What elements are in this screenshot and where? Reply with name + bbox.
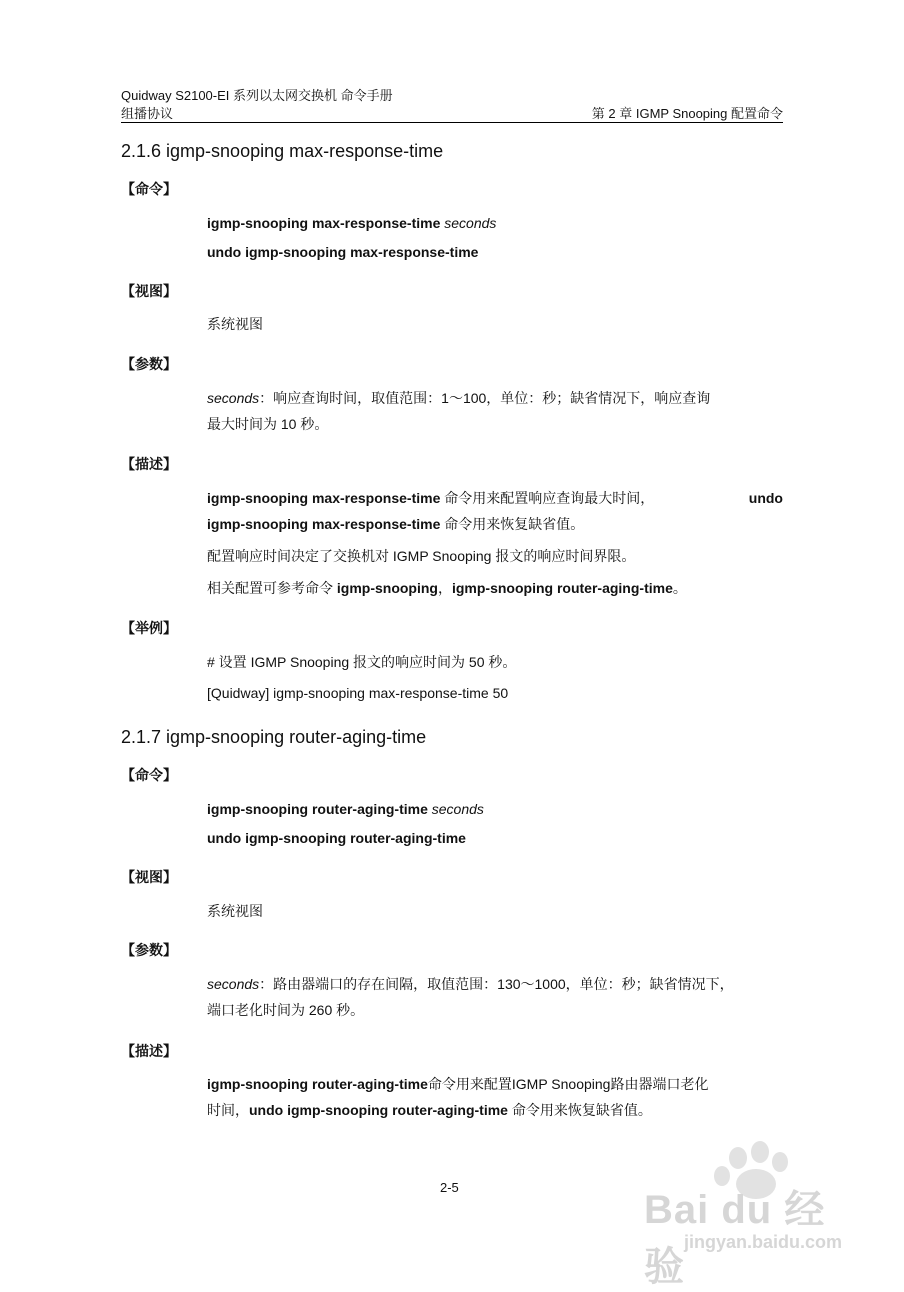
- command-syntax: igmp-snooping router-aging-time seconds: [207, 801, 484, 817]
- desc-line-3: 配置响应时间决定了交换机对 IGMP Snooping 报文的响应时间界限。: [207, 548, 636, 564]
- command-syntax: igmp-snooping max-response-time seconds: [207, 215, 497, 231]
- desc-line-2: 时间，undo igmp-snooping router-aging-time 命令用来恢复缺省值。: [207, 1102, 652, 1118]
- watermark-url: jingyan.baidu.com: [684, 1232, 843, 1252]
- param-line-2: 端口老化时间为 260 秒。: [207, 1002, 365, 1018]
- page-number: 2-5: [440, 1180, 459, 1195]
- section-title-2-1-7: 2.1.7 igmp-snooping router-aging-time: [121, 727, 427, 747]
- label-view: 【视图】: [121, 869, 177, 885]
- label-command: 【命令】: [121, 181, 177, 197]
- example-comment: # 设置 IGMP Snooping 报文的响应时间为 50 秒。: [207, 654, 517, 670]
- param-line-1: seconds：路由器端口的存在间隔，取值范围：130～1000，单位：秒；缺省情况下，: [207, 976, 734, 992]
- param-line-1: seconds：响应查询时间，取值范围：1～100，单位：秒；缺省情况下，响应查询: [207, 390, 711, 406]
- desc-line-1: igmp-snooping max-response-time 命令用来配置响应查询最大时间， undo: [207, 490, 783, 506]
- desc-line-4: 相关配置可参考命令 igmp-snooping，igmp-snooping router-aging-time。: [207, 580, 687, 596]
- label-description: 【描述】: [121, 456, 177, 472]
- header-chapter: 第 2 章 IGMP Snooping 配置命令: [591, 106, 783, 121]
- command-undo-syntax: undo igmp-snooping max-response-time: [207, 244, 479, 260]
- desc-line-1: igmp-snooping router-aging-time命令用来配置IGMP Snooping路由器端口老化: [207, 1076, 709, 1092]
- label-description: 【描述】: [121, 1043, 177, 1059]
- label-parameters: 【参数】: [121, 356, 177, 372]
- label-example: 【举例】: [121, 620, 177, 636]
- header-book-title: Quidway S2100-EI 系列以太网交换机 命令手册: [121, 88, 393, 103]
- desc-line-2: igmp-snooping max-response-time 命令用来恢复缺省值。: [207, 516, 585, 532]
- label-parameters: 【参数】: [121, 942, 177, 958]
- view-text: 系统视图: [207, 903, 263, 919]
- header-part: 组播协议: [121, 106, 174, 121]
- header-rule: [121, 122, 783, 123]
- param-line-2: 最大时间为 10 秒。: [207, 416, 329, 432]
- watermark-brand: Bai du 经验: [644, 1188, 826, 1289]
- section-title-2-1-6: 2.1.6 igmp-snooping max-response-time: [121, 141, 444, 161]
- example-command: [Quidway] igmp-snooping max-response-time 50: [207, 685, 509, 701]
- label-command: 【命令】: [121, 767, 177, 783]
- baidu-watermark: [640, 1140, 860, 1289]
- view-text: 系统视图: [207, 316, 263, 332]
- label-view: 【视图】: [121, 283, 177, 299]
- command-undo-syntax: undo igmp-snooping router-aging-time: [207, 830, 466, 846]
